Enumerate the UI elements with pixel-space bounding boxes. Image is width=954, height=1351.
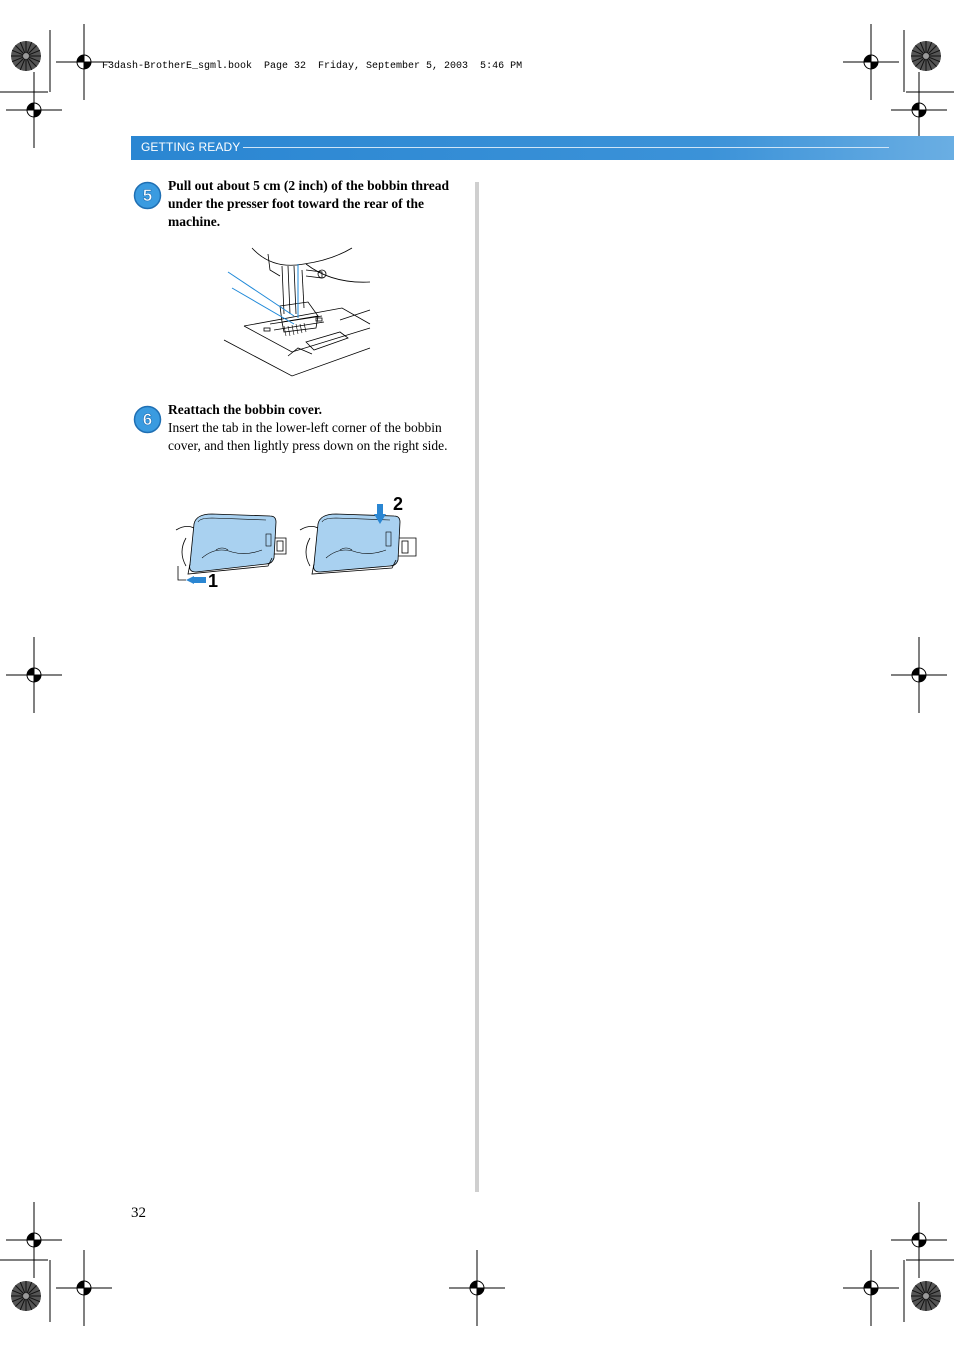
step-5-number-badge: [132, 180, 163, 211]
step-5-number: 5: [142, 186, 153, 205]
section-header-bar: [131, 136, 954, 160]
callout-1: 1: [208, 571, 219, 591]
file-info: F3dash-BrotherE_sgml.book Page 32 Friday, September 5, 2003 5:46 PM: [102, 61, 523, 72]
bobbin-cover-illustration-right: [296, 502, 422, 594]
section-label: GETTING READY: [141, 140, 241, 154]
step-6-number: 6: [142, 410, 153, 429]
column-divider: [475, 182, 479, 1192]
presser-foot-illustration: [222, 244, 374, 380]
step-5-title: Pull out about 5 cm (2 inch) of the bobbin thread under the presser foot toward the rear of the machine.: [168, 178, 450, 229]
step-6-body: Insert the tab in the lower-left corner of the bobbin cover, and then lightly press down on the right side.: [168, 420, 448, 453]
step-6-title: Reattach the bobbin cover.: [168, 402, 322, 417]
callout-2: 2: [393, 494, 404, 514]
page-number: 32: [131, 1205, 146, 1221]
header-rule: [243, 147, 889, 148]
step-6-number-badge: [132, 404, 163, 435]
bobbin-cover-illustration-left: [172, 508, 298, 594]
